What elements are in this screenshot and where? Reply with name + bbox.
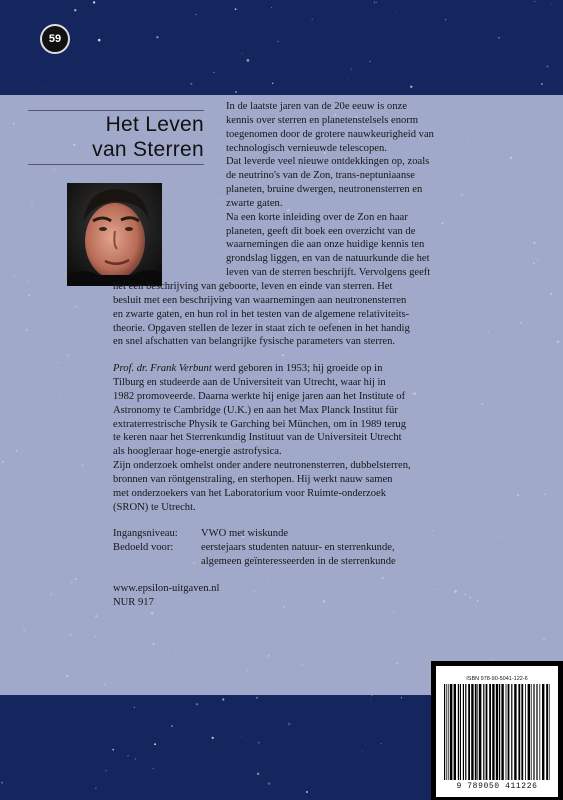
audience-value: algemeen geïnteresseerden in de sterrenkunde [201, 556, 396, 568]
book-description-paragraph [113, 100, 448, 349]
book-title-line-1: Het Leven [105, 113, 204, 136]
description-line: en snel afschatten van belangrijke fysische parameters van sterren. [113, 336, 396, 348]
author-bio-paragraph [113, 362, 448, 514]
description-line: toegenomen door de grotere nauwkeurigheid van [226, 128, 434, 140]
nur-code: NUR 917 [113, 596, 154, 608]
barcode-bars [442, 684, 552, 784]
description-line: theorie. Opgaven stellen de lezer in staat zich te oefenen in het handig [113, 322, 410, 334]
publisher-website: www.epsilon-uitgaven.nl [113, 583, 220, 594]
reader-level-info [113, 527, 448, 569]
author-bio-line: Astronomy te Cambridge (U.K.) en aan het Max Planck Institut für [113, 404, 398, 416]
author-bio-line: Tilburg en studeerde aan de Universiteit van Utrecht, waar hij in [113, 377, 386, 389]
author-bio-line: te keren naar het Sterrenkundig Instituut van de Universiteit Utrecht [113, 432, 402, 444]
description-line: Na een korte inleiding over de Zon en haar [226, 211, 408, 223]
description-line: kennis over sterren en planetenstelsels enorm [226, 114, 419, 126]
description-line: leven van de sterren beschrijft. Vervolgens geeft [226, 267, 431, 279]
description-line: In de laatste jaren van de 20e eeuw is onze [226, 101, 407, 112]
description-line: waarnemingen die aan onze huidige kennis ten [226, 239, 425, 251]
barcode-label [436, 666, 558, 797]
author-bio-line: bronnen van röntgenstraling, en sterhopen. Hij werkt nauw samen [113, 473, 393, 485]
author-bio-line: werd geboren in 1953; hij groeide op in [211, 363, 383, 375]
author-bio-line: met onderzoekers van het Laboratorium voor Ruimte-onderzoek [113, 487, 386, 499]
description-line: planeten, geeft dit boek een overzicht van de [226, 225, 416, 237]
book-title-line-2: van Sterren [92, 138, 204, 161]
audience-label: Bedoeld voor: [113, 542, 174, 554]
description-line: grondslag liggen, en van de natuurkunde die het [226, 253, 430, 265]
entry-level-value: VWO met wiskunde [201, 528, 289, 540]
author-name: Prof. dr. Frank Verbunt [113, 363, 212, 375]
description-line: het een beschrijving van geboorte, leven en einde van sterren. Het [113, 280, 393, 292]
barcode-digits: 9 789050 411226 [456, 782, 538, 791]
author-bio-line: extraterrestrische Physik te Garching bei München, om in 1989 terug [113, 418, 407, 430]
description-line: en zwarte gaten, en hun rol in het testen van de algemene relativiteits- [113, 308, 410, 320]
author-bio-line: als hoogleraar hoge-energie astrofysica. [113, 446, 282, 458]
series-number-badge: 59 [40, 24, 70, 54]
publisher-info [113, 582, 448, 610]
description-line: technologisch vernieuwde telescopen. [226, 142, 387, 154]
description-line: Dat leverde veel nieuwe ontdekkingen op, zoals [226, 156, 430, 168]
isbn-text: ISBN 978-90-5041-122-6 [466, 676, 528, 682]
back-cover-text [113, 100, 448, 610]
entry-level-label: Ingangsniveau: [113, 528, 178, 540]
isbn-barcode-box [431, 661, 563, 800]
author-bio-line: 1982 promoveerde. Daarna werkte hij enige jaren aan het Institute of [113, 390, 406, 402]
author-bio-line: Zijn onderzoek omhelst onder andere neutronensterren, dubbelsterren, [113, 460, 411, 472]
audience-value: eerstejaars studenten natuur- en sterrenkunde, [201, 542, 395, 554]
author-bio-line: (SRON) te Utrecht. [113, 501, 196, 513]
description-line: planeten, bruine dwergen, neutronensterren en [226, 184, 423, 196]
description-line: zwarte gaten. [226, 197, 283, 209]
description-line: de neutrino's van de Zon, trans-neptuniaanse [226, 170, 416, 182]
description-line: besluit met een beschrijving van waarnemingen aan neutronensterren [113, 294, 407, 306]
